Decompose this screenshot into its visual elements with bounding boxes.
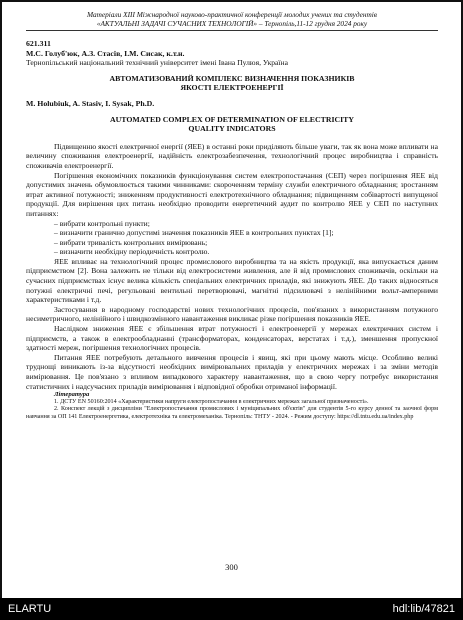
handle-link[interactable]: hdl:lib/47821 <box>392 603 455 615</box>
conference-line-2: «АКТУАЛЬНІ ЗАДАЧІ СУЧАСНИХ ТЕХНОЛОГІЙ» – Тернопіль,11-12 грудня 2024 року <box>96 19 368 28</box>
page-number: 300 <box>225 562 238 572</box>
body-text <box>26 142 438 391</box>
list-item: – визначити необхідну періодичність контролю. <box>54 247 210 257</box>
paragraph-1: Підвищенню якості електричної енергії (ЯЕЕ) в останні роки приділяють більше уваги, так як вона може впливати на величину споживання електроенергії, надійність електрозабезпечення, технологічний процес виробництва і справність споживачів електроенергії. <box>26 141 438 170</box>
conference-line-1: Матеріали XIII Міжнародної науково-практичної конференції молодих учених та студентів <box>87 10 377 19</box>
affiliation: Тернопільський національний технічний університет імені Івана Пулюя, Україна <box>26 58 288 68</box>
authors-en: M. Holubiuk, A. Stasiv, I. Sysak, Ph.D. <box>26 98 155 108</box>
list-item: – вибрати контрольні пункти; <box>54 218 150 228</box>
left-border <box>0 0 2 598</box>
paragraph-3: ЯЕЕ впливає на технологічний процес промислового виробництва та на якість продукції, яка випускається даним підприємством [2]. Вона залежить не тільки від електросистеми живлення, але й від промислових споживачів, оскільки на сучасних підприємствах існує велика кількість спеціальних електричних приладів, які знижують ЯЕЕ. До таких відносяться потужні електричні печі, регульовані вентильні перетворювачі, магнітні підсилювачі з нелінійними вольт-амперними характеристиками і т.д. <box>26 256 438 305</box>
title-ua <box>26 74 438 93</box>
conference-header <box>26 10 438 28</box>
title-ua-line-2: ЯКОСТІ ЕЛЕКТРОЕНЕРГІЇ <box>180 83 284 93</box>
list-item: – вибрати тривалість контрольних вимірювань; <box>54 237 208 247</box>
references <box>26 391 438 421</box>
references-title: Література <box>54 391 90 399</box>
authors-ua: М.С. Голуб'юк, А.З. Стасів, І.М. Сисак, к.т.н. <box>26 48 185 58</box>
repository-name: ELARTU <box>8 603 52 615</box>
header-rule <box>26 30 438 31</box>
repository-footer <box>0 598 463 620</box>
title-en <box>26 115 438 134</box>
list-item: – визначити гранично допустимі значення показників ЯЕЕ в контрольних пунктах [1]; <box>54 228 334 238</box>
paragraph-5: Наслідком зниження ЯЕЕ є збільшення втрат потужності і електроенергії у мережах електричних систем і підприємств, а також в електрообладнанні (трансформаторах, конденсаторах, верстатах і т.д.), зменшення пропускної здатності мереж, погіршення технологічних процесів. <box>26 324 438 353</box>
title-en-line-1: AUTOMATED COMPLEX OF DETERMINATION OF ELECTRICITY <box>110 114 354 124</box>
reference-item: 2. Конспект лекцій з дисципліни "Електропостачання промислових і муніципальних об'єктів" для студентів 5-го курсу денної та заочної форм навчання за ОП 141 Електроенергетика, електротехніка та електромеханіка. Тернопіль: ТНТУ - 2024. - Режим доступу: https://dl.tntu.edu.ua/index.php <box>26 406 438 420</box>
title-ua-line-1: АВТОМАТИЗОВАНИЙ КОМПЛЕКС ВИЗНАЧЕННЯ ПОКАЗНИКІВ <box>109 73 355 83</box>
document-page <box>26 10 438 421</box>
paragraph-6: Питання ЯЕЕ потребують детального вивчення процесів і явищ, які при цьому мають місце. Особливо великі труднощі виникають із-за відсутності необхідних вимірювальних приладів у електричних мережах і за зміни методів вимірювання. Це пов'язано з впливом випадкового характеру навантаження, що в свою чергу потребує використання статистичних і надсучасних приладів вимірювання і відповідної обробки отриманої інформації. <box>26 352 438 391</box>
reference-item: 1. ДСТУ EN 50160:2014 «Характеристики напруги електропостачання в електричних мережах загальної призначеності». <box>54 399 369 406</box>
paragraph-2: Погіршення економічних показників функціонування систем електропостачання (СЕП) через погіршення ЯЕЕ від допустимих значень обумовлюється такими чинниками: скороченням терміну служби електричного обладнання; зростанням втрат активної потужності; зниженням продуктивності електротехнічного обладнання; підвищенням собівартості випущеної продукції. Для вирішення цих питань необхідно проводити енергетичний аудит по контролю ЯЕЕ у СЕП по наступних питаннях: <box>26 170 438 218</box>
title-en-line-2: QUALITY INDICATORS <box>188 124 276 134</box>
udc-code: 621.311 <box>26 39 51 48</box>
paragraph-4: Застосування в народному господарстві нових технологічних процесів, пов'язаних з використанням потужного несиметричного, нелінійного і швидкозмінного навантаження викликає різке погіршення показників ЯЕЕ. <box>26 304 438 324</box>
top-border <box>0 0 463 2</box>
